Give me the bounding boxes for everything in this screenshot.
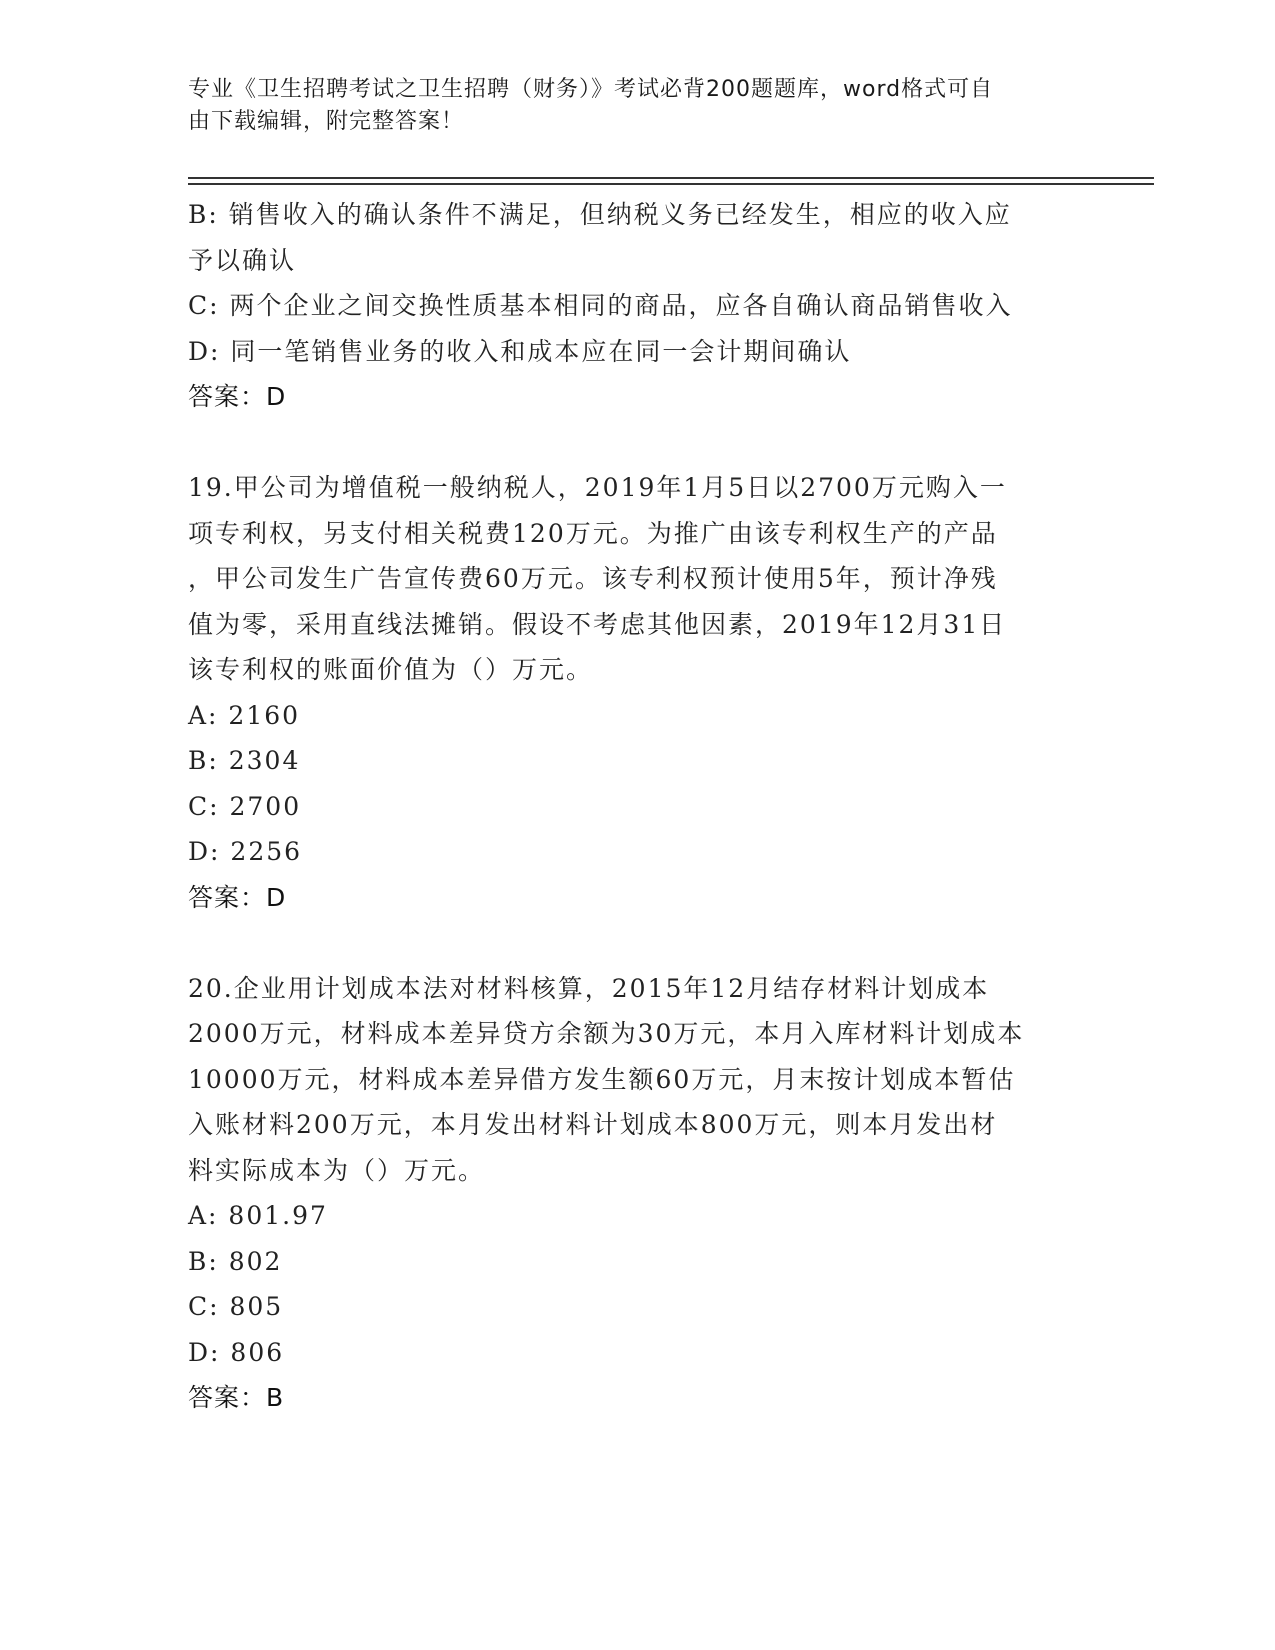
question-stem-line: 项专利权，另支付相关税费120万元。为推广由该专利权生产的产品 — [188, 518, 998, 548]
option-d: D: 2256 — [188, 837, 303, 866]
option-b: B: 802 — [188, 1246, 283, 1276]
option-b-line-2: 予以确认 — [188, 245, 297, 275]
question-stem-line: 2000万元，材料成本差异贷方余额为30万元，本月入库材料计划成本 — [188, 1019, 1025, 1048]
question-stem-line: 10000万元，材料成本差异借方发生额60万元，月末按计划成本暂估 — [188, 1064, 1016, 1094]
option-d: D: 同一笔销售业务的收入和成本应在同一会计期间确认 — [188, 336, 852, 366]
question-stem-line: 料实际成本为（）万元。 — [188, 1155, 486, 1185]
option-a: A: 2160 — [188, 700, 301, 730]
option-a: A: 801.97 — [188, 1201, 328, 1230]
answer: 答案：D — [188, 382, 287, 411]
option-d: D: 806 — [188, 1337, 285, 1367]
header-divider-top — [188, 177, 1154, 179]
question-stem-line: 19.甲公司为增值税一般纳税人，2019年1月5日以2700万元购入一 — [188, 473, 1007, 502]
answer: 答案：B — [188, 1383, 285, 1412]
header-line-1: 专业《卫生招聘考试之卫生招聘（财务）》考试必背200题题库，word格式可自 — [188, 77, 994, 102]
document-header — [188, 74, 1068, 138]
question-stem-line: 值为零，采用直线法摊销。假设不考虑其他因素，2019年12月31日 — [188, 609, 1007, 639]
question-18-tail — [188, 192, 1088, 420]
question-spacer — [188, 920, 1088, 966]
question-stem-line: 20.企业用计划成本法对材料核算，2015年12月结存材料计划成本 — [188, 973, 990, 1003]
option-c: C: 两个企业之间交换性质基本相同的商品，应各自确认商品销售收入 — [188, 291, 1013, 320]
question-stem-line: ，甲公司发生广告宣传费60万元。该专利权预计使用5年，预计净残 — [188, 564, 998, 593]
question-19 — [188, 465, 1088, 920]
option-c: C: 2700 — [188, 791, 302, 821]
option-b: B: 2304 — [188, 746, 301, 775]
answer: 答案：D — [188, 882, 287, 912]
header-line-2: 由下载编辑，附完整答案！ — [188, 109, 465, 134]
option-c: C: 805 — [188, 1292, 284, 1321]
option-b-line-1: B: 销售收入的确认条件不满足，但纳税义务已经发生，相应的收入应 — [188, 200, 1012, 229]
header-divider-bottom — [188, 183, 1154, 185]
question-20 — [188, 966, 1088, 1421]
question-content — [188, 192, 1088, 1421]
question-stem-line: 该专利权的账面价值为（）万元。 — [188, 655, 594, 684]
question-spacer — [188, 420, 1088, 466]
question-stem-line: 入账材料200万元，本月发出材料计划成本800万元，则本月发出材 — [188, 1110, 998, 1139]
